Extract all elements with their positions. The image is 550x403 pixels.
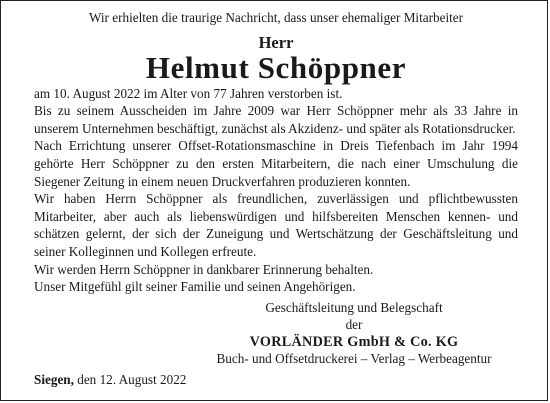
paragraph-remembrance: Wir werden Herrn Schöppner in dankbarer Erinnerung behalten. <box>34 261 374 277</box>
signature-der: der <box>345 316 363 332</box>
signature-block <box>194 300 514 367</box>
place-city: Siegen, <box>34 372 74 387</box>
salutation: Herr <box>258 32 294 52</box>
deceased-name: Helmut Schöppner <box>145 49 407 85</box>
notice-date: den 12. August 2022 <box>73 372 187 387</box>
company-description: Buch- und Offsetdruckerei – Verlag – Werbeagentur <box>216 350 492 366</box>
paragraph-character: Wir haben Herrn Schöppner als freundlichen, zuverlässigen und pflichtbewussten Mitarbeiter, aber auch als liebenswürdigen und hilfsbereiten Menschen kennen- und schätzen gelernt, der sich der Zuneigung und Wertschätzung der Geschäftsleitung und seiner Kolleginnen und Kollegen erfreute. <box>34 191 518 259</box>
company-name: VORLÄNDER GmbH & Co. KG <box>249 334 459 350</box>
signature-staff: Geschäftsleitung und Belegschaft <box>265 300 443 315</box>
paragraph-career: Bis zu seinem Ausscheiden im Jahre 2009 war Herr Schöppner mehr als 33 Jahre in unserem Unternehmen beschäftigt, zunächst als Akzidenz- und später als Rotationsdrucker. <box>34 103 518 136</box>
intro-text: Wir erhielten die traurige Nachricht, dass unser ehemaliger Mitarbeiter <box>88 10 464 25</box>
paragraph-offset-rotation: Nach Errichtung unserer Offset-Rotationsmaschine in Dreis Tiefenbach im Jahr 1994 gehörte Herr Schöppner zu den ersten Mitarbeitern, die nach einer Umschulung die Siegener Zeitung in einem neuen Druckverfahren produzieren konnten. <box>34 138 518 189</box>
paragraph-condolence: Unser Mitgefühl gilt seiner Familie und seinen Angehörigen. <box>34 279 356 295</box>
notice-body <box>34 9 518 296</box>
paragraph-death-date: am 10. August 2022 im Alter von 77 Jahren verstorben ist. <box>34 85 343 101</box>
place-date <box>34 371 186 388</box>
